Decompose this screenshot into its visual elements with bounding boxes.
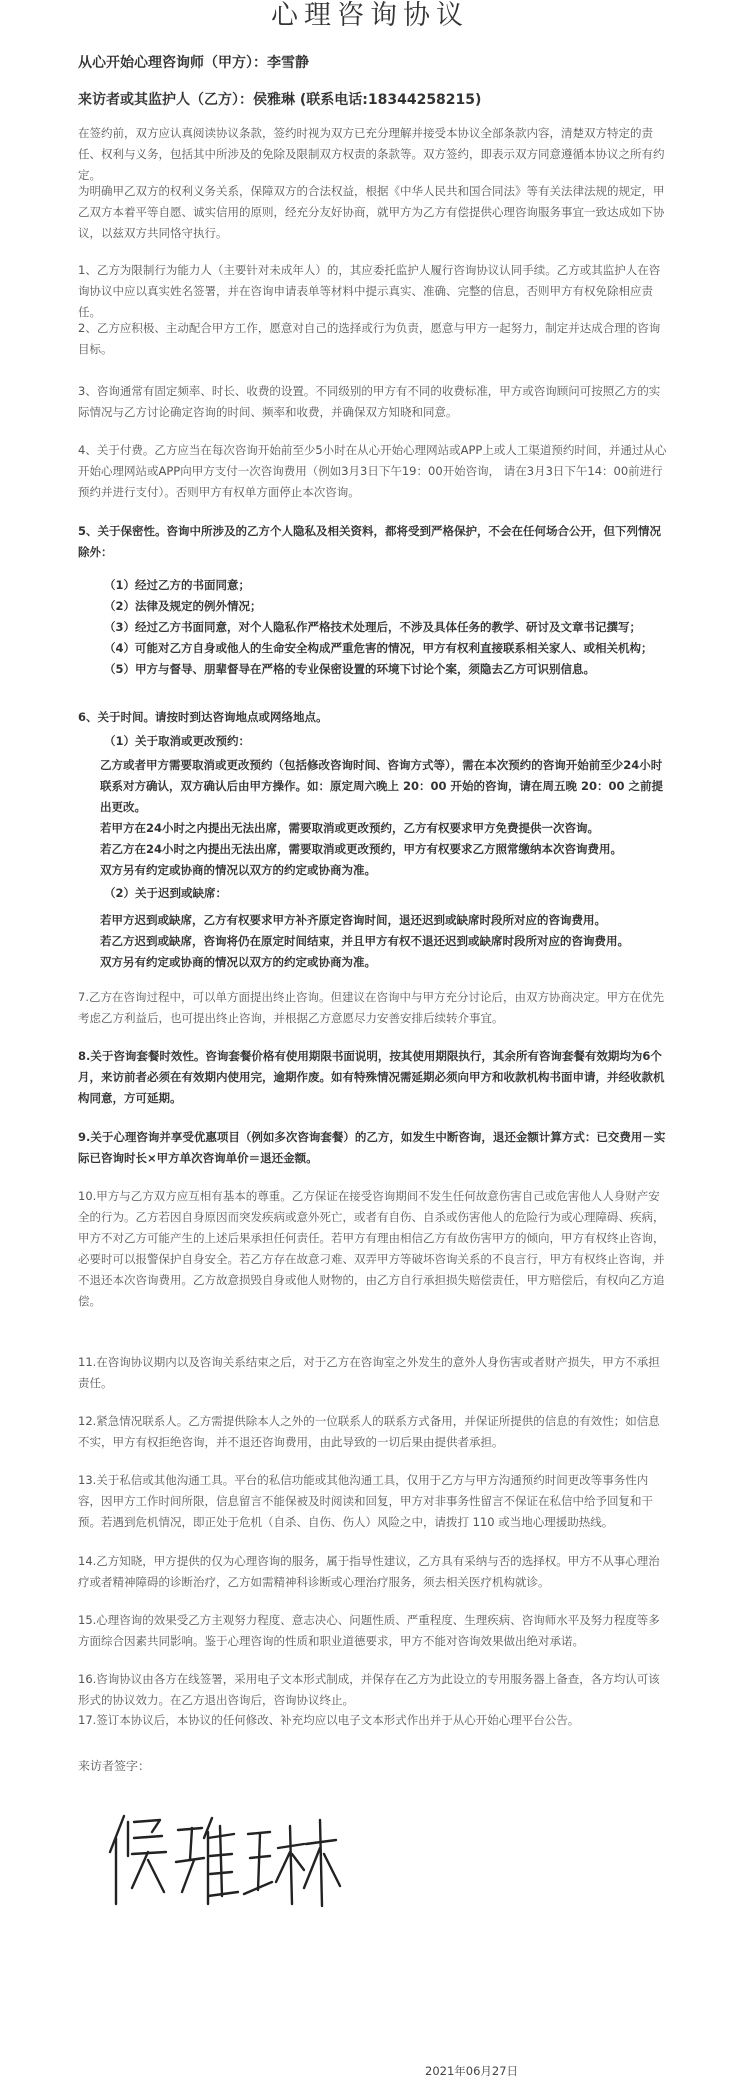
party-a: 从心开始心理咨询师（甲方）：李雪静: [78, 55, 309, 71]
clause-12: 12.紧急情况联系人。乙方需提供除本人之外的一位联系人的联系方式备用，并保证所提供的信息的有效性；如信息不实，甲方有权拒绝咨询，并不退还咨询费用，由此导致的一切后果由提供者承担。: [78, 1414, 660, 1449]
intro-paragraph-1: 在签约前，双方应认真阅读协议条款，签约时视为双方已充分理解并接受本协议全部条款内容，清楚双方特定的责任、权利与义务，包括其中所涉及的免除及限制双方权责的条款等。双方签约，即表示双方同意遵循本协议之所有约定。: [78, 126, 665, 182]
handwritten-signature: [102, 1808, 342, 1922]
clause-6: 6、关于时间。请按时到达咨询地点或网络地点。: [78, 710, 328, 724]
clause-13: 13.关于私信或其他沟通工具。平台的私信功能或其他沟通工具，仅用于乙方与甲方沟通预约时间更改等事务性内容，因甲方工作时间所限，信息留言不能保被及时阅读和回复，甲方对非事务性留言不保证在私信中给予回复和干预。若遇到危机情况，即正处于危机（自杀、自伤、伤人）风险之中，请拨打 110 或当地心理援助热线。: [78, 1473, 653, 1529]
clause-8: 8.关于咨询套餐时效性。咨询套餐价格有使用期限书面说明，按其使用期限执行，其余所有咨询套餐有效期均为6个月，来访前者必须在有效期内使用完，逾期作废。如有特殊情况需延期必须向甲方和收款机构书面申请，并经收款机构同意，方可延期。: [78, 1049, 665, 1105]
clause-1: 1、乙方为限制行为能力人（主要针对未成年人）的，其应委托监护人履行咨询协议认同手续。乙方或其监护人在咨询协议中应以真实姓名签署，并在咨询申请表单等材料中提示真实、准确、完整的信息，否则甲方有权免除相应责任。: [78, 263, 661, 319]
clause-4: 4、关于付费。乙方应当在每次咨询开始前至少5小时在从心开始心理网站或APP上或人工渠道预约时间，并通过从心开始心理网站或APP向甲方支付一次咨询费用（例如3月3日下午19：00开始咨询， 请在3月3日下午14：00前进行预约并进行支付）。否则甲方有权单方面停止本次咨询。: [78, 443, 667, 499]
clause-5-item: （2）法律及规定的例外情况；: [104, 599, 262, 613]
clause-5-item: （5）甲方与督导、朋辈督导在严格的专业保密设置的环境下讨论个案，须隐去乙方可识别信息。: [104, 662, 595, 676]
clause-6-1-item: 若乙方在24小时之内提出无法出席，需要取消或更改预约，甲方有权要求乙方照常缴纳本次咨询费用。: [100, 842, 622, 856]
clause-5-item: （4）可能对乙方自身或他人的生命安全构成严重危害的情况，甲方有权利直接联系相关家人、或相关机构；: [104, 641, 653, 655]
clause-16: 16.咨询协议由各方在线签署，采用电子文本形式制成，并保存在乙方为此设立的专用服务器上备查，各方均认可该形式的协议效力。在乙方退出咨询后，咨询协议终止。: [78, 1672, 660, 1707]
clause-6-2-item: 若乙方迟到或缺席，咨询将仍在原定时间结束，并且甲方有权不退还迟到或缺席时段所对应的咨询费用。: [100, 934, 629, 948]
clause-5: 5、关于保密性。咨询中所涉及的乙方个人隐私及相关资料，都将受到严格保护，不会在任何场合公开，但下列情况除外：: [78, 524, 661, 559]
intro-paragraph-2: 为明确甲乙双方的权利义务关系，保障双方的合法权益，根据《中华人民共和国合同法》等有关法律法规的规定，甲乙双方本着平等自愿、诚实信用的原则，经充分友好协商，就甲方为乙方有偿提供心理咨询服务事宜一致达成如下协议，以兹双方共同恪守执行。: [78, 184, 665, 240]
clause-5-item: （3）经过乙方书面同意，对个人隐私作严格技术处理后，不涉及具体任务的教学、研讨及文章书记撰写；: [104, 620, 641, 634]
party-b: 来访者或其监护人（乙方）：侯雅琳 (联系电话:18344258215): [78, 92, 482, 108]
clause-14: 14.乙方知晓，甲方提供的仅为心理咨询的服务，属于指导性建议，乙方具有采纳与否的选择权。甲方不从事心理治疗或者精神障碍的诊断治疗，乙方如需精神科诊断或心理治疗服务，须去相关医疗机构就诊。: [78, 1554, 660, 1589]
clause-6-2-heading: （2）关于迟到或缺席：: [104, 886, 228, 900]
document-title: 心理咨询协议: [271, 0, 469, 31]
clause-3: 3、咨询通常有固定频率、时长、收费的设置。不同级别的甲方有不同的收费标准，甲方或咨询顾问可按照乙方的实际情况与乙方讨论确定咨询的时间、频率和收费，并确保双方知晓和同意。: [78, 384, 661, 419]
clause-5-item: （1）经过乙方的书面同意；: [104, 578, 251, 592]
clause-11: 11.在咨询协议期内以及咨询关系结束之后，对于乙方在咨询室之外发生的意外人身伤害或者财产损失，甲方不承担责任。: [78, 1355, 660, 1390]
clause-7: 7.乙方在咨询过程中，可以单方面提出终止咨询。但建议在咨询中与甲方充分讨论后，由双方协商决定。甲方在优先考虑乙方利益后，也可提出终止咨询，并根据乙方意愿尽力安善安排后续转介事宜。: [78, 990, 664, 1025]
clause-6-1-item: 双方另有约定或协商的情况以双方的约定或协商为准。: [100, 863, 376, 877]
clause-6-1-item: 乙方或者甲方需要取消或更改预约（包括修改咨询时间、咨询方式等），需在本次预约的咨询开始前至少24小时联系对方确认，双方确认后由甲方操作。如：原定周六晚上 20：00 开始的咨询，请在周五晚 20：00 之前提出更改。: [100, 758, 664, 814]
clause-17: 17.签订本协议后，本协议的任何修改、补充均应以电子文本形式作出并于从心开始心理平台公告。: [78, 1713, 580, 1727]
clause-5-list: [104, 575, 674, 680]
clause-6-1-heading: （1）关于取消或更改预约：: [104, 734, 251, 748]
clause-6-2-item: 若甲方迟到或缺席，乙方有权要求甲方补齐原定咨询时间，退还迟到或缺席时段所对应的咨询费用。: [100, 913, 606, 927]
clause-6-2-item: 双方另有约定或协商的情况以双方的约定或协商为准。: [100, 955, 376, 969]
clause-2: 2、乙方应积极、主动配合甲方工作，愿意对自己的选择或行为负责，愿意与甲方一起努力，制定并达成合理的咨询目标。: [78, 321, 661, 356]
clause-10: 10.甲方与乙方双方应互相有基本的尊重。乙方保证在接受咨询期间不发生任何故意伤害自己或危害他人人身财产安全的行为。乙方若因自身原因而突发疾病或意外死亡，或者有自伤、自杀或伤害他人的危险行为或心理障碍、疾病，甲方不对乙方可能产生的上述后果承担任何责任。若甲方有理由相信乙方有故伤害甲方的倾向，甲方有权终止咨询，必要时可以报警保护自身安全。若乙方存在故意刁难、双弄甲方等破坏咨询关系的不良言行，甲方有权终止咨询，并不退还本次咨询费用。乙方故意损毁自身或他人财物的，由乙方自行承担损失赔偿责任，甲方赔偿后，有权向乙方追偿。: [78, 1189, 665, 1308]
clause-6-1-list: [100, 755, 672, 881]
signature-label: 来访者签字：: [78, 1759, 151, 1773]
signing-date: 2021年06月27日: [425, 2064, 519, 2078]
clause-6-2-list: [100, 910, 672, 973]
clause-9: 9.关于心理咨询并享受优惠项目（例如多次咨询套餐）的乙方，如发生中断咨询，退还金额计算方式：已交费用－实际已咨询时长×甲方单次咨询单价＝退还金额。: [78, 1130, 666, 1165]
clause-15: 15.心理咨询的效果受乙方主观努力程度、意志决心、问题性质、严重程度、生理疾病、咨询师水平及努力程度等多方面综合因素共同影响。鉴于心理咨询的性质和职业道德要求，甲方不能对咨询效果做出绝对承诺。: [78, 1613, 660, 1648]
clause-6-1-item: 若甲方在24小时之内提出无法出席，需要取消或更改预约，乙方有权要求甲方免费提供一次咨询。: [100, 821, 599, 835]
